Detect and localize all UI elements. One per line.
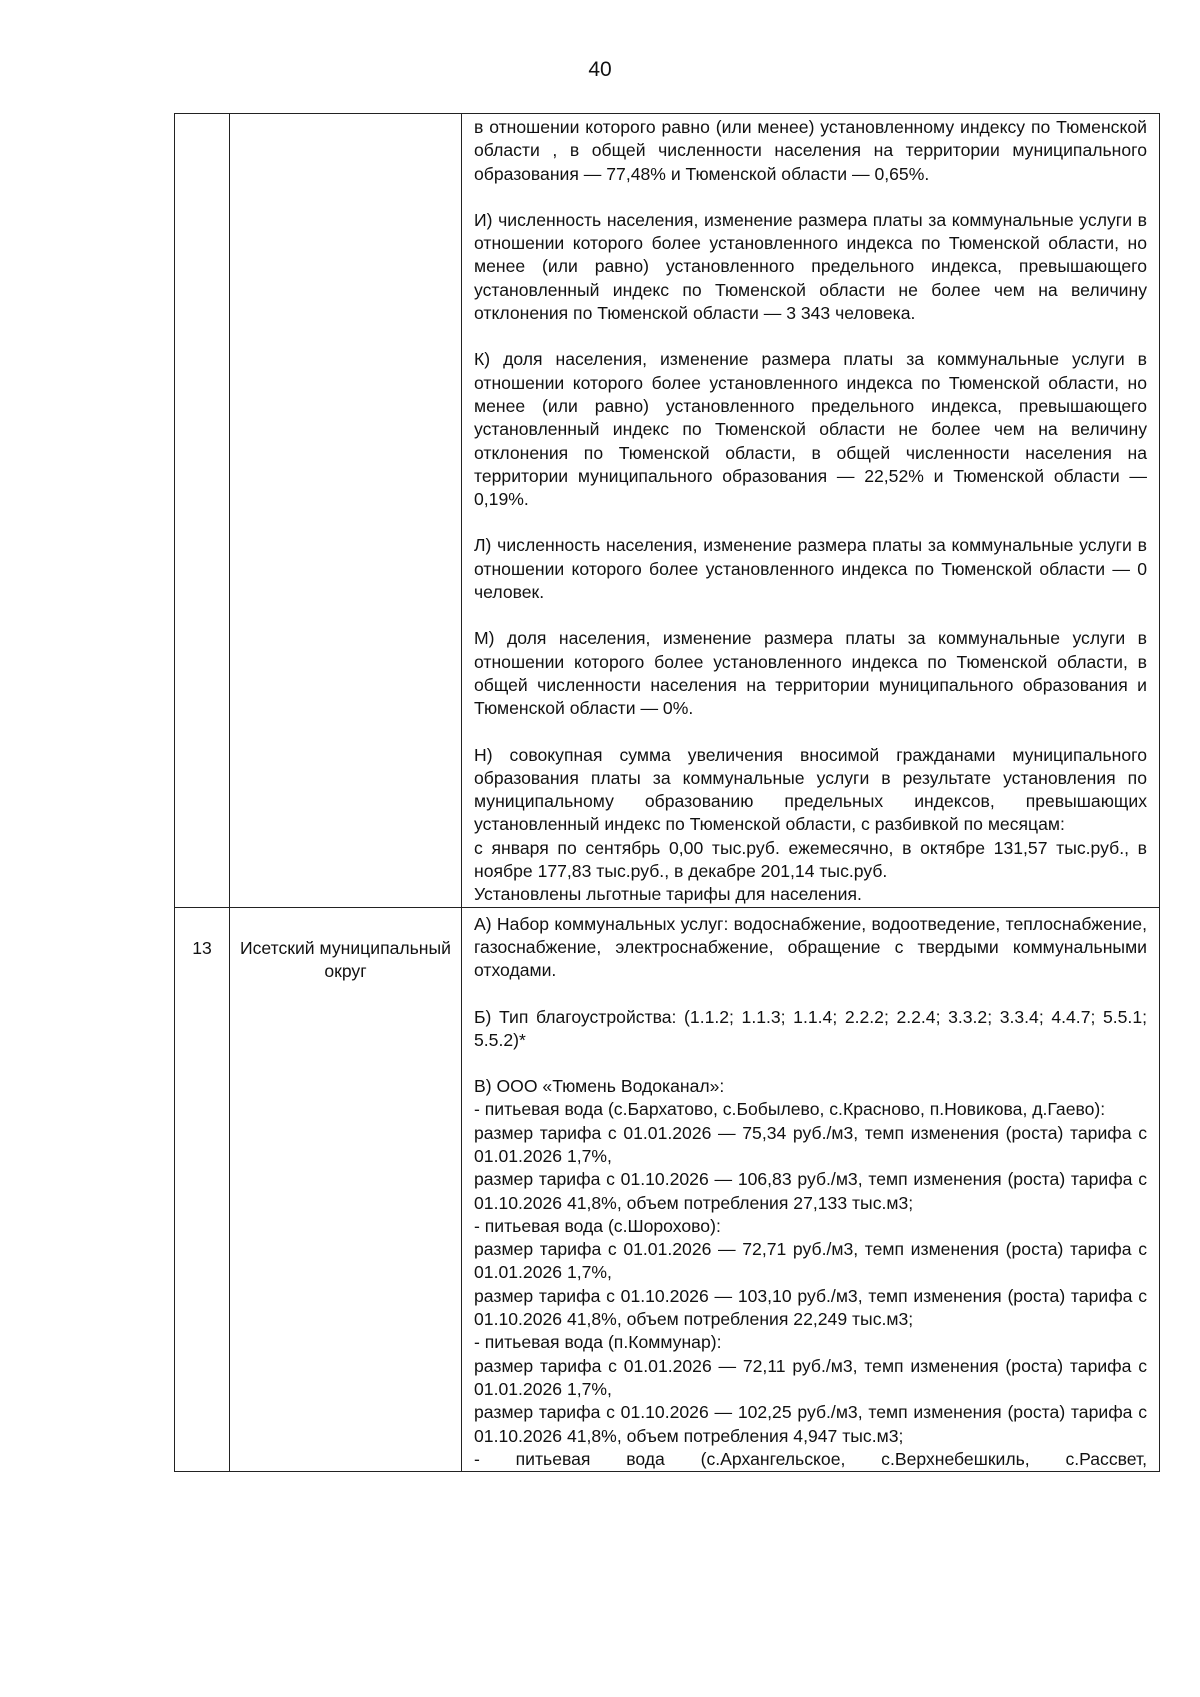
page-number: 40 (588, 58, 612, 81)
paragraph: - питьевая вода (п.Коммунар): (474, 1332, 722, 1353)
paragraph: К) доля населения, изменение размера платы за коммунальные услуги в отношении которого более установленного индекса по Тюменской области, но менее (или равно) установленного предельного индекса, превышающего установленный индекс по Тюменской области не более чем на величину отклонения по Тюменской области, в общей численности населения на территории муниципального образования — 22,52% и Тюменской области — 0,19%. (474, 349, 1147, 510)
paragraph: Н) совокупная сумма увеличения вносимой гражданами муниципального образования платы за коммунальные услуги в результате установления по муниципальному образованию предельных индексов, превышающих установленный индекс по Тюменской области, с разбивкой по месяцам: (474, 744, 1147, 835)
description-cell (462, 907, 1160, 1472)
paragraph: - питьевая вода (с.Шорохово): (474, 1215, 721, 1236)
row-number-cell: 13 (175, 907, 230, 1472)
paragraph: И) численность населения, изменение размера платы за коммунальные услуги в отношении которого более установленного индекса по Тюменской области, но менее (или равно) установленного предельного индекса, превышающего установленный индекс по Тюменской области не более чем на величину отклонения по Тюменской области — 3 343 человека. (474, 209, 1147, 324)
paragraph: - питьевая вода (с.Архангельское, с.Верхнебешкиль, с.Рассвет, (474, 1448, 1147, 1469)
row-number-cell (175, 114, 230, 908)
paragraph: В) ООО «Тюмень Водоканал»: (474, 1076, 725, 1097)
municipality-cell (230, 114, 462, 908)
paragraph: Б) Тип благоустройства: (1.1.2; 1.1.3; 1.1.4; 2.2.2; 2.2.4; 3.3.2; 3.3.4; 4.4.7; 5.5.1; 5.5.2)* (474, 1006, 1147, 1050)
paragraph: - питьевая вода (с.Бархатово, с.Бобылево, с.Красново, п.Новикова, д.Гаево): (474, 1099, 1106, 1120)
paragraph: с января по сентябрь 0,00 тыс.руб. ежемесячно, в октябре 131,57 тыс.руб., в ноябре 177,83 тыс.руб., в декабре 201,14 тыс.руб. (474, 837, 1147, 882)
paragraph: Установлены льготные тарифы для населения. (474, 884, 862, 905)
paragraph: размер тарифа с 01.10.2026 — 103,10 руб./м3, темп изменения (роста) тарифа с 01.10.2026 41,8%, объем потребления 22,249 тыс.м3; (474, 1285, 1147, 1330)
paragraph: М) доля населения, изменение размера платы за коммунальные услуги в отношении которого более установленного индекса по Тюменской области, в общей численности населения на территории муниципального образования и Тюменской области — 0%. (474, 628, 1147, 719)
description-cell (462, 114, 1160, 908)
paragraph: А) Набор коммунальных услуг: водоснабжение, водоотведение, теплоснабжение, газоснабжение, электроснабжение, обращение с твердыми коммунальными отходами. (474, 913, 1147, 981)
paragraph: в отношении которого равно (или менее) установленному индексу по Тюменской области , в общей численности населения на территории муниципального образования — 77,48% и Тюменской области — 0,65%. (474, 117, 1147, 184)
paragraph: размер тарифа с 01.10.2026 — 102,25 руб./м3, темп изменения (роста) тарифа с 01.10.2026 41,8%, объем потребления 4,947 тыс.м3; (474, 1402, 1147, 1446)
paragraph: размер тарифа с 01.10.2026 — 106,83 руб./м3, темп изменения (роста) тарифа с 01.10.2026 41,8%, объем потребления 27,133 тыс.м3; (474, 1169, 1147, 1213)
paragraph: Л) численность населения, изменение размера платы за коммунальные услуги в отношении которого более установленного индекса по Тюменской области — 0 человек. (474, 535, 1147, 603)
table-row (175, 907, 1160, 1472)
tariff-table (174, 113, 1160, 1472)
table-row (175, 114, 1160, 908)
municipality-cell: Исетский муниципальный округ (230, 907, 462, 1472)
paragraph: размер тарифа с 01.01.2026 — 72,71 руб./м3, темп изменения (роста) тарифа с 01.01.2026 1,7%, (474, 1239, 1147, 1283)
paragraph: размер тарифа с 01.01.2026 — 72,11 руб./м3, темп изменения (роста) тарифа с 01.01.2026 1,7%, (474, 1355, 1147, 1399)
paragraph: размер тарифа с 01.01.2026 — 75,34 руб./м3, темп изменения (роста) тарифа с 01.01.2026 1,7%, (474, 1122, 1147, 1166)
